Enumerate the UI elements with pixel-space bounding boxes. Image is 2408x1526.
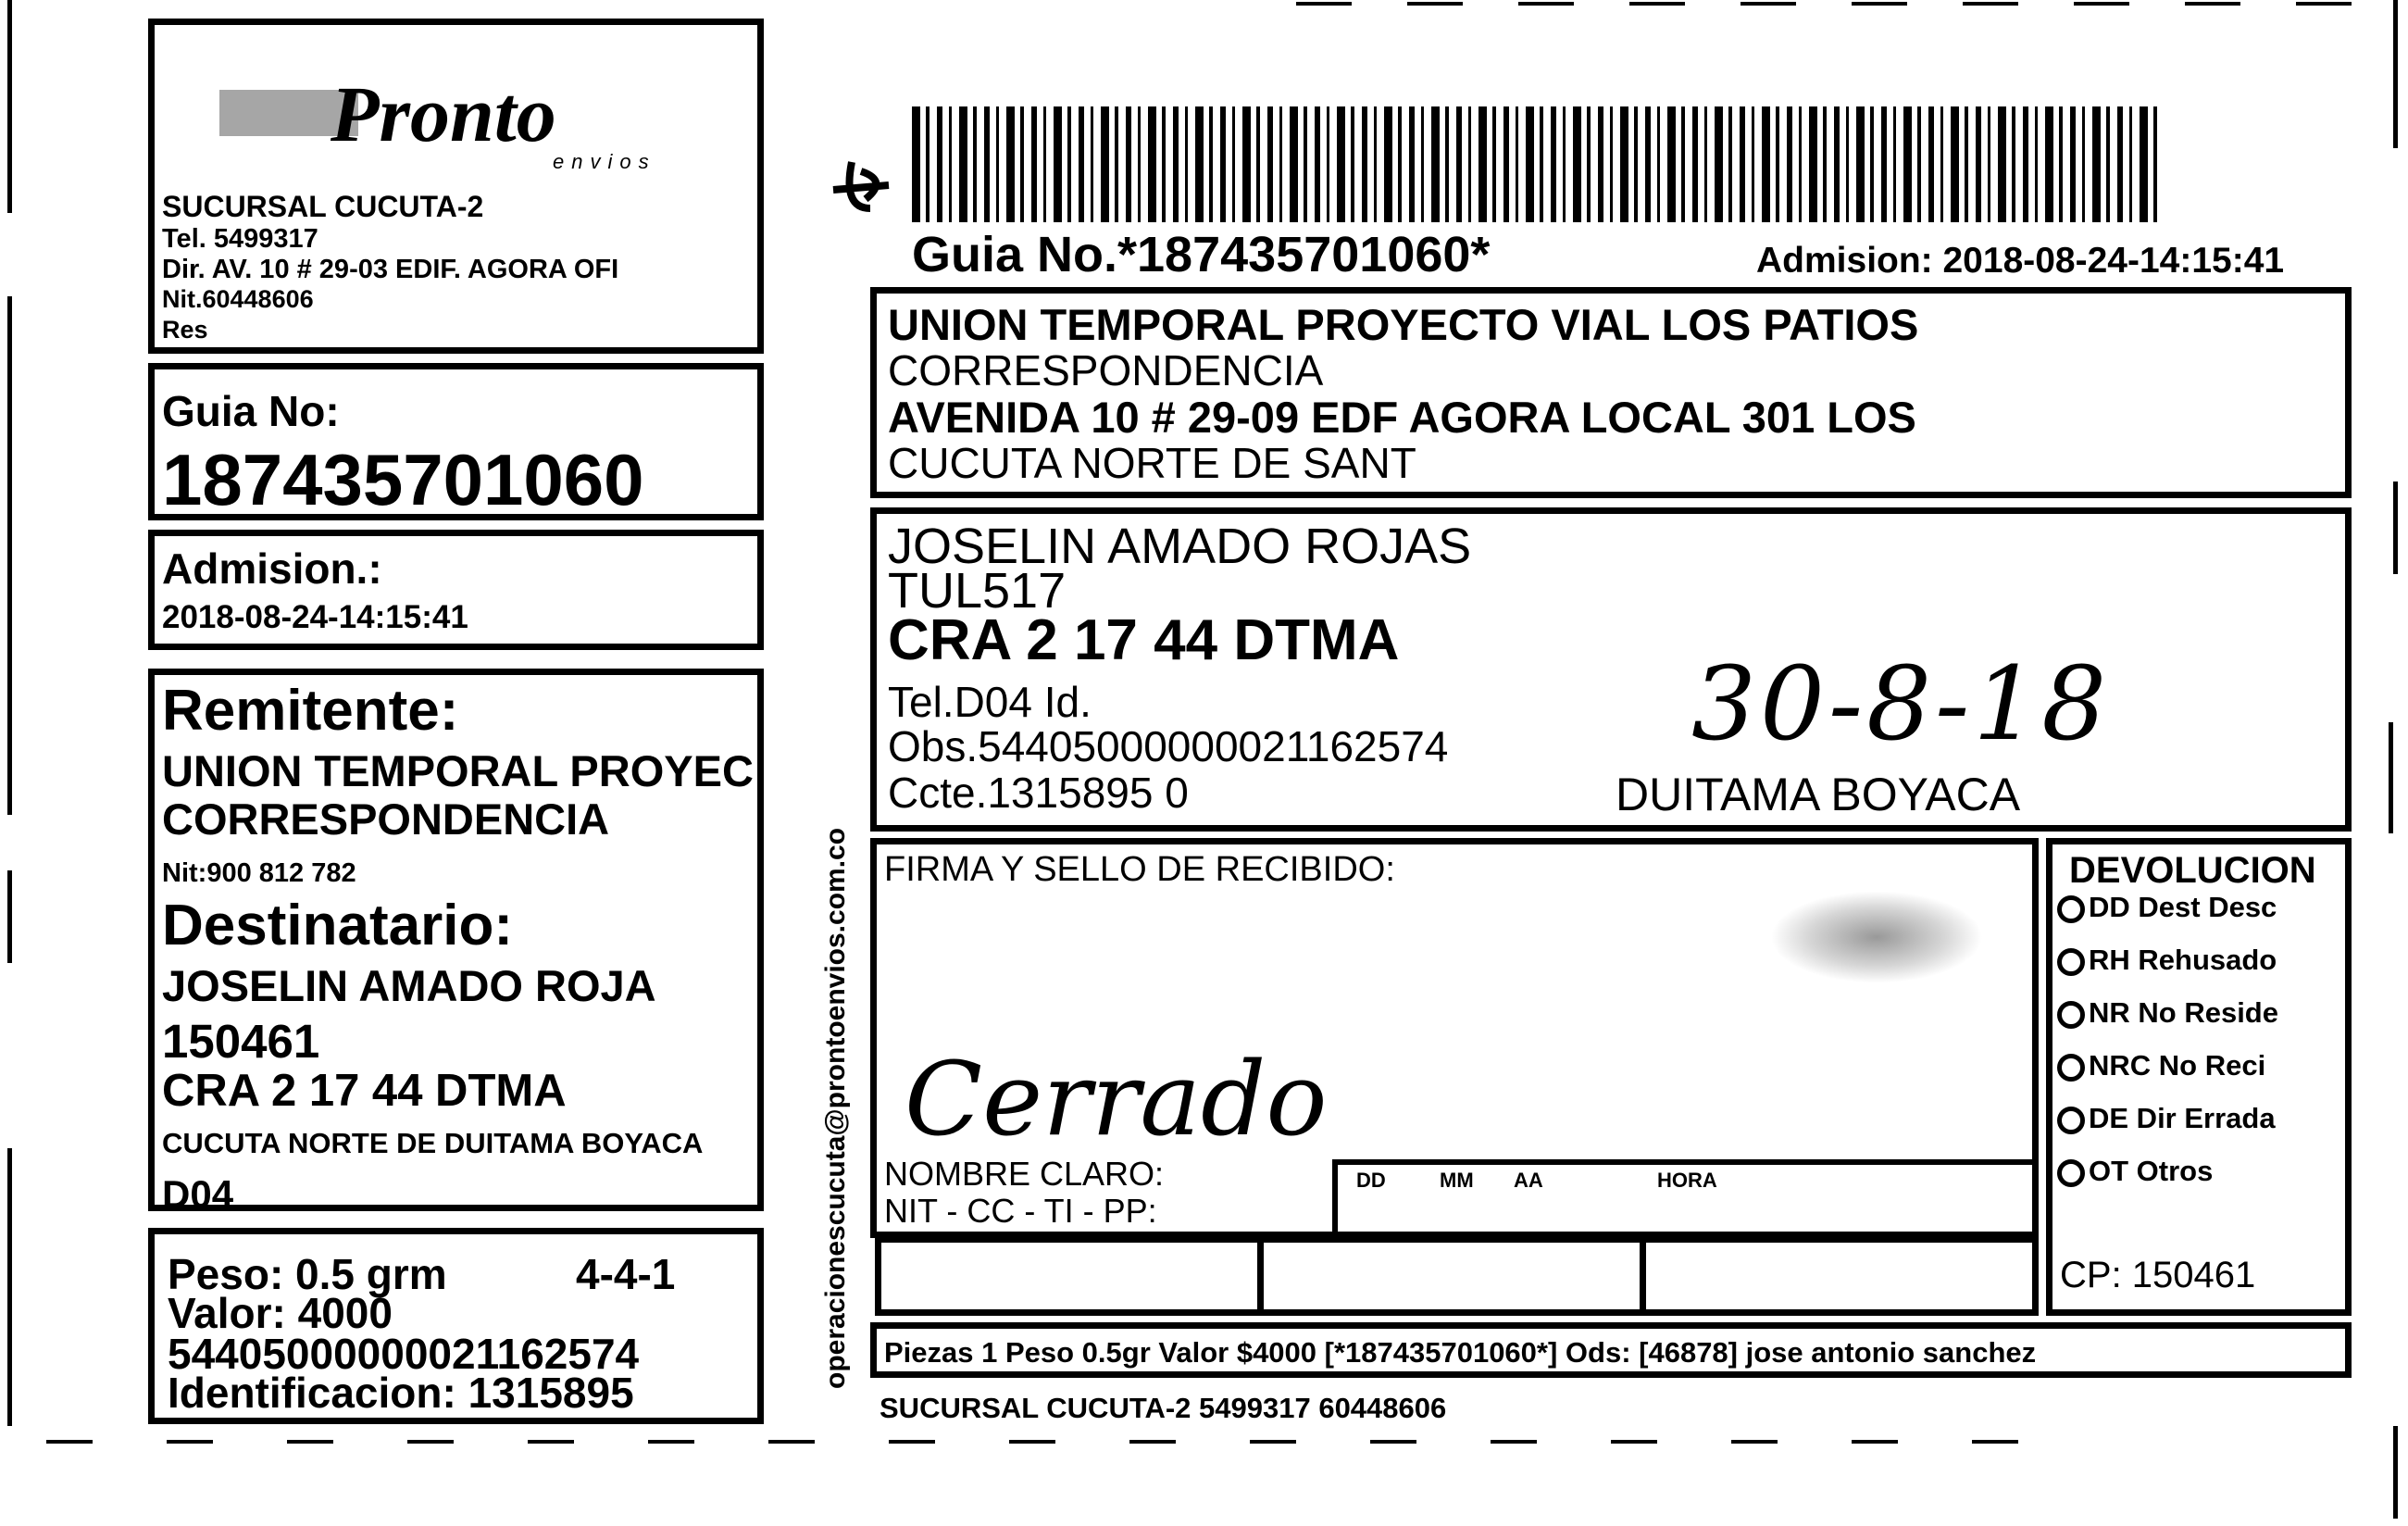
scan-mark [1296, 2, 2389, 6]
branch-address: Dir. AV. 10 # 29-03 EDIF. AGORA OFI [162, 255, 619, 284]
branch-name: SUCURSAL CUCUTA-2 [162, 190, 484, 223]
return-option-label: NRC No Reci [2089, 1049, 2266, 1082]
scan-edge-right [2393, 0, 2398, 148]
vertical-email-text: operacionescucuta@prontoenvios.com.co [820, 827, 851, 1389]
return-option-label: DE Dir Errada [2089, 1102, 2276, 1134]
signature-box [870, 838, 2039, 1238]
scan-edge-right [2393, 1426, 2398, 1519]
scan-mark [46, 1440, 2065, 1444]
recipient-full-name: JOSELIN AMADO ROJAS [888, 519, 1472, 574]
sender-line-2: CORRESPONDENCIA [162, 794, 610, 844]
branch-nit: Nit.60448606 [162, 285, 314, 313]
radio-icon[interactable] [2057, 948, 2085, 976]
guide-number-box [148, 363, 764, 520]
return-option-ot[interactable] [2057, 1155, 2213, 1188]
value: Valor: 4000 [168, 1289, 393, 1337]
recipient-address: CRA 2 17 44 DTMA [162, 1066, 567, 1116]
sender-label: Remitente: [162, 679, 459, 743]
branch-res: Res [162, 316, 208, 344]
footer-branch: SUCURSAL CUCUTA-2 5499317 60448606 [880, 1392, 1447, 1424]
recipient-destination-city: DUITAMA BOYACA [1616, 769, 2021, 820]
return-postal-code: CP: 150461 [2060, 1255, 2256, 1295]
admision-label: Admision.: [162, 544, 382, 593]
radio-icon[interactable] [2057, 1001, 2085, 1029]
recipient-street: CRA 2 17 44 DTMA [888, 608, 1400, 672]
company-logo [219, 71, 719, 173]
handwritten-signature: Cerrado [905, 1040, 1328, 1158]
sender-line-1: UNION TEMPORAL PROYEC [162, 746, 754, 795]
return-option-label: RH Rehusado [2089, 944, 2277, 976]
year-label: AA [1514, 1169, 1543, 1192]
admision-value: 2018-08-24-14:15:41 [162, 599, 468, 635]
recipient-obs: Obs.54405000000021162574 [888, 722, 1449, 770]
recipient-ref-code: TUL517 [888, 563, 1067, 619]
zone-code: D04 [162, 1172, 234, 1216]
parties-box [148, 669, 764, 1216]
return-option-de[interactable] [2057, 1102, 2276, 1135]
handwritten-mark [824, 153, 898, 222]
return-title: DEVOLUCION [2069, 850, 2316, 891]
sender-city: CUCUTA NORTE DE SANT [888, 439, 1416, 487]
branch-box [148, 19, 764, 354]
sender-department: CORRESPONDENCIA [888, 346, 1324, 394]
scan-edge-left [7, 296, 12, 815]
scan-edge-right [2393, 482, 2398, 574]
identification: Identificacion: 1315895 [168, 1369, 634, 1417]
field-cell [875, 1236, 1264, 1316]
stamp-smudge [1770, 891, 1983, 983]
return-option-nr[interactable] [2057, 996, 2278, 1030]
recipient-address-box [870, 507, 2352, 832]
logo-graphic [219, 71, 719, 173]
return-option-nrc[interactable] [2057, 1049, 2265, 1082]
guide-label: Guia No: [162, 387, 340, 435]
weight: Peso: 0.5 grm [168, 1250, 447, 1298]
header-guide-number: Guia No.*187435701060* [912, 227, 1491, 282]
sender-address-box [870, 287, 2352, 498]
logo-subtitle: envios [553, 150, 656, 173]
route: CUCUTA NORTE DE DUITAMA BOYACA [162, 1127, 704, 1159]
month-label: MM [1440, 1169, 1474, 1192]
recipient-ccte: Ccte.1315895 0 [888, 769, 1189, 817]
return-option-rh[interactable] [2057, 944, 2277, 977]
recipient-name: JOSELIN AMADO ROJA [162, 961, 656, 1010]
scan-edge-left [7, 0, 12, 213]
summary-box [870, 1322, 2352, 1378]
scan-edge-left [7, 870, 12, 963]
logo-text: Pronto [331, 71, 556, 158]
signature-title: FIRMA Y SELLO DE RECIBIDO: [884, 850, 1395, 889]
field-cell [1640, 1236, 2039, 1316]
sender-company: UNION TEMPORAL PROYECTO VIAL LOS PATIOS [888, 300, 1919, 349]
barcode [912, 106, 2157, 222]
header-admision: Admision: 2018-08-24-14:15:41 [1756, 241, 2285, 281]
day-label: DD [1356, 1169, 1386, 1192]
return-option-label: DD Dest Desc [2089, 891, 2277, 923]
weight-box [148, 1228, 764, 1424]
admision-box [148, 530, 764, 650]
route-code: 4-4-1 [576, 1250, 676, 1298]
handwritten-mark-graphic [824, 153, 898, 218]
recipient-label: Destinatario: [162, 894, 513, 957]
nombre-claro-label: NOMBRE CLARO: [884, 1155, 1165, 1193]
id-type-label: NIT - CC - TI - PP: [884, 1192, 1157, 1230]
shipment-summary: Piezas 1 Peso 0.5gr Valor $4000 [*187435701060*] Ods: [46878] jose antonio sanchez [884, 1336, 2037, 1369]
radio-icon[interactable] [2057, 1159, 2085, 1187]
handwritten-delivery-date: 30-8-18 [1691, 644, 2111, 763]
obs-number: 54405000000021162574 [168, 1330, 640, 1378]
radio-icon[interactable] [2057, 895, 2085, 923]
sender-nit: Nit:900 812 782 [162, 858, 356, 888]
return-option-label: OT Otros [2089, 1155, 2214, 1187]
date-time-grid [1332, 1159, 2039, 1238]
field-cell [1257, 1236, 1646, 1316]
radio-icon[interactable] [2057, 1054, 2085, 1082]
scan-edge-left [7, 1148, 12, 1426]
radio-icon[interactable] [2057, 1107, 2085, 1134]
guide-number: 187435701060 [162, 439, 644, 520]
recipient-tel: Tel.D04 Id. [888, 678, 1092, 726]
hour-label: HORA [1657, 1169, 1717, 1192]
branch-tel: Tel. 5499317 [162, 224, 318, 254]
sender-street: AVENIDA 10 # 29-09 EDF AGORA LOCAL 301 LOS [888, 393, 1916, 442]
recipient-code: 150461 [162, 1015, 320, 1068]
return-option-dd[interactable] [2057, 891, 2277, 924]
return-option-label: NR No Reside [2089, 996, 2278, 1029]
scan-edge-right [2389, 722, 2393, 833]
